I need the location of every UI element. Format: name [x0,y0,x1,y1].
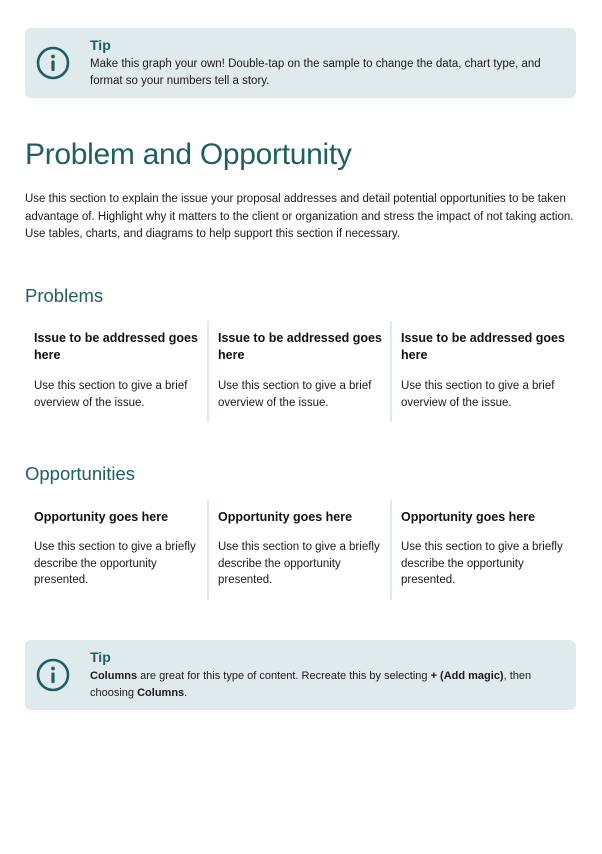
problem-title: Issue to be addressed goes here [401,331,565,362]
opportunity-description: Use this section to give a briefly describe the opportunity presented. [218,541,380,586]
problems-heading: Problems [25,285,104,306]
tip-text [90,668,570,702]
opportunity-title: Opportunity goes here [34,510,169,524]
problem-description: Use this section to give a brief overview of the issue. [218,380,372,409]
problem-title: Issue to be addressed goes here [218,331,382,362]
info-icon [35,45,71,81]
info-icon [35,657,71,693]
opportunity-column [25,500,209,600]
tip-text: Make this graph your own! Double-tap on the sample to change the data, chart type, and format so your numbers tell a story. [90,58,541,87]
add-magic-term: + (Add magic) [430,670,504,682]
tip-title: Tip [90,37,111,53]
problem-column [392,321,576,422]
opportunity-column [209,500,392,600]
problems-columns [25,321,576,422]
opportunity-description: Use this section to give a briefly describe the opportunity presented. [34,541,196,586]
opportunities-heading: Opportunities [25,463,136,484]
columns-term: Columns [90,670,138,682]
problem-column [25,321,209,422]
tip-title: Tip [90,649,111,665]
problem-description: Use this section to give a brief overview of the issue. [34,380,188,409]
columns-term: Columns [137,687,185,699]
problem-title: Issue to be addressed goes here [34,331,198,362]
page-title: Problem and Opportunity [25,138,352,171]
tip-callout-bottom [25,640,576,710]
opportunity-column [392,500,576,600]
opportunities-columns [25,500,576,600]
tip-text-part: are great for this type of content. Recreate this by selecting [137,670,431,682]
problem-column [209,321,392,422]
tip-callout-top [25,28,576,98]
opportunity-title: Opportunity goes here [401,510,536,524]
opportunity-description: Use this section to give a briefly describe the opportunity presented. [401,541,563,586]
tip-text-part: . [184,687,188,699]
tip-text-part: , then choosing [90,670,532,699]
problem-description: Use this section to give a brief overview of the issue. [401,380,555,409]
intro-paragraph: Use this section to explain the issue your proposal addresses and detail potential opportunities to be taken advantage of. Highlight why it matters to the client or organization and stress the impact of not taking action. Use tables, charts, and diagrams to help support this section if necessary. [25,193,574,240]
opportunity-title: Opportunity goes here [218,510,353,524]
